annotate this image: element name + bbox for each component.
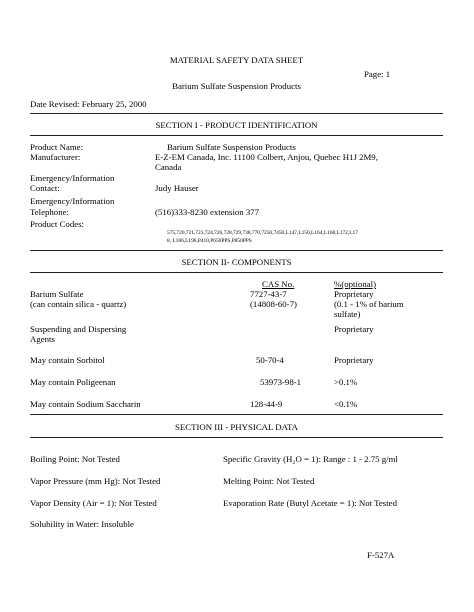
product-codes-label: Product Codes:	[30, 219, 85, 229]
component-name: Barium Sulfate	[30, 289, 84, 299]
component-percent: Proprietary	[334, 289, 374, 299]
section-2-heading: SECTION II- COMPONENTS	[181, 257, 292, 267]
divider	[30, 113, 443, 114]
divider	[30, 250, 443, 251]
telephone-label-line2: Telephone:	[30, 207, 69, 217]
cas-column-header: CAS No.	[262, 279, 295, 289]
component-name: May contain Sodium Saccharin	[30, 399, 141, 409]
product-name-value: Barium Sulfate Suspension Products	[167, 142, 296, 152]
page-number: Page: 1	[364, 69, 391, 79]
divider	[30, 414, 443, 415]
component-cas: 53973-98-1	[260, 377, 302, 387]
date-revised: Date Revised: February 25, 2000	[30, 99, 147, 109]
contact-label-line2: Contact:	[30, 183, 60, 193]
component-percent: Proprietary	[334, 324, 374, 334]
melting-point: Melting Point: Not Tested	[223, 476, 315, 486]
component-cas: (14808-60-7)	[250, 299, 297, 309]
component-cas: 7727-43-7	[250, 289, 287, 299]
component-percent: Proprietary	[334, 355, 374, 365]
percent-column-header: %(optional)	[334, 279, 377, 289]
component-percent: (0.1 - 1% of barium sulfate)	[334, 299, 404, 319]
divider	[30, 272, 443, 273]
divider	[30, 437, 443, 438]
section-1-heading: SECTION I - PRODUCT IDENTIFICATION	[155, 120, 318, 130]
component-percent: >0.1%	[334, 377, 358, 387]
document-title: MATERIAL SAFETY DATA SHEET	[169, 55, 304, 65]
solubility: Solubility in Water: Insoluble	[30, 519, 134, 529]
component-cas: 128-44-9	[250, 399, 283, 409]
component-name: May contain Poligeenan	[30, 377, 116, 387]
product-name-label: Product Name:	[30, 142, 84, 152]
contact-value: Judy Hauser	[155, 183, 199, 193]
vapor-pressure: Vapor Pressure (mm Hg): Not Tested	[30, 476, 161, 486]
evaporation-rate: Evaporation Rate (Butyl Acetate = 1): Not Tested	[223, 498, 397, 508]
product-codes-line1: 575,720,721,723,724,726,728,729,738,770,7250,7450,L147,L150,L164,L168,L172,L17	[167, 230, 358, 236]
divider	[30, 135, 443, 136]
section-3-heading: SECTION III - PHYSICAL DATA	[174, 422, 299, 432]
component-cas: 50-70-4	[256, 355, 284, 365]
vapor-density: Vapor Density (Air = 1): Not Tested	[30, 498, 157, 508]
component-name: Suspending and Dispersing Agents	[30, 324, 127, 344]
manufacturer-value-line2: Canada	[155, 162, 182, 172]
telephone-label-line1: Emergency/Information	[30, 196, 115, 206]
document-subtitle: Barium Sulfate Suspension Products	[172, 81, 301, 91]
product-codes-line2: 8, L186,L196,P410,P650PPS,P850PPS	[167, 238, 252, 244]
contact-label-line1: Emergency/Information	[30, 173, 115, 183]
component-name: May contain Sorbitol	[30, 355, 105, 365]
boiling-point: Boiling Point: Not Tested	[30, 454, 120, 464]
manufacturer-label: Manufacturer:	[30, 152, 81, 162]
component-percent: <0.1%	[334, 399, 358, 409]
form-number: F-527A	[367, 550, 395, 560]
specific-gravity: Specific Gravity (H₂O = 1): Range : 1 - 2.75 g/ml	[223, 454, 398, 464]
component-name: (can contain silica - quartz)	[30, 299, 127, 309]
telephone-value: (516)333-8230 extension 377	[155, 207, 260, 217]
manufacturer-value-line1: E-Z-EM Canada, Inc. 11100 Colbert, Anjou, Quebec H1J 2M9,	[155, 152, 378, 162]
